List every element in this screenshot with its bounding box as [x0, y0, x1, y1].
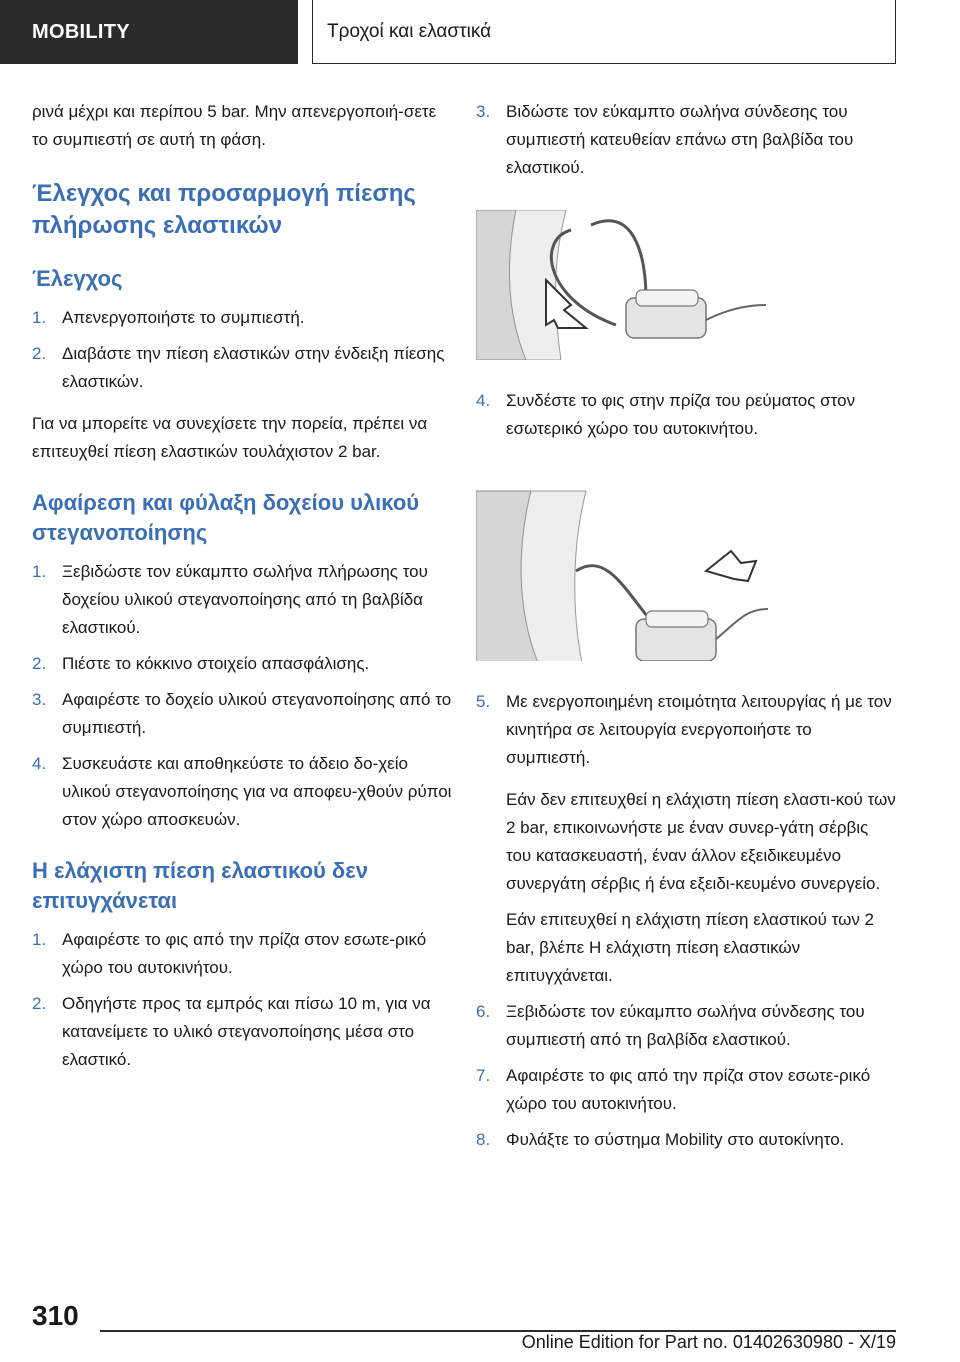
step-number: 1.: [32, 562, 47, 581]
list-item: [476, 1126, 896, 1154]
list-item: [32, 340, 452, 396]
check-steps: [32, 304, 452, 396]
check-note: Για να μπορείτε να συνεχίσετε την πορεία, πρέπει να επιτευχθεί πίεση ελαστικών τουλάχιστον 2 bar.: [32, 414, 428, 461]
procedure-steps-d: [476, 998, 896, 1154]
intro-paragraph: ρινά μέχρι και περίπου 5 bar. Μην απενεργοποιή-σετε το συμπιεστή σε αυτή τη φάση.: [32, 102, 437, 149]
list-item: [476, 998, 896, 1054]
step-text: Αφαιρέστε το φις από την πρίζα στον εσωτε-ρικό χώρο του αυτοκινήτου.: [506, 1066, 871, 1113]
step-text: Οδηγήστε προς τα εμπρός και πίσω 10 m, για να κατανείμετε το υλικό στεγανοποίησης μέσα στο ελαστικό.: [62, 994, 431, 1069]
list-item: [32, 750, 452, 834]
step-text: Ξεβιδώστε τον εύκαμπτο σωλήνα πλήρωσης του δοχείου υλικού στεγανοποίησης από τη βαλβίδα ελαστικού.: [62, 562, 428, 637]
step-number: 7.: [476, 1066, 491, 1085]
list-item: [32, 650, 452, 678]
step-number: 4.: [476, 391, 491, 410]
step-text: Συσκευάστε και αποθηκεύστε το άδειο δο-χείο υλικού στεγανοποίησης για να αποφευ-χθούν ρύποι στον χώρο αποσκευών.: [62, 754, 452, 829]
page-header: [0, 0, 960, 64]
min-pressure-steps: [32, 926, 452, 1074]
step-number: 1.: [32, 930, 47, 949]
list-item: [32, 926, 452, 982]
remove-steps: [32, 558, 452, 834]
step-number: 2.: [32, 344, 47, 363]
step-text: Αφαιρέστε το φις από την πρίζα στον εσωτε-ρικό χώρο του αυτοκινήτου.: [62, 930, 427, 977]
page-number: 310: [32, 1300, 79, 1331]
step-text: Αφαιρέστε το δοχείο υλικού στεγανοποίησης από το συμπιεστή.: [62, 690, 452, 737]
step-text: Συνδέστε το φις στην πρίζα του ρεύματος στον εσωτερικό χώρο του αυτοκινήτου.: [506, 391, 856, 438]
step-number: 3.: [32, 690, 47, 709]
step-text: Με ενεργοποιημένη ετοιμότητα λειτουργίας ή με τον κινητήρα σε λειτουργία ενεργοποιήστε το συμπιεστή.: [506, 692, 892, 767]
step-text: Ξεβιδώστε τον εύκαμπτο σωλήνα σύνδεσης του συμπιεστή από τη βαλβίδα ελαστικού.: [506, 1002, 865, 1049]
procedure-steps-c: [476, 688, 896, 772]
step-text: Βιδώστε τον εύκαμπτο σωλήνα σύνδεσης του συμπιεστή κατευθείαν επάνω στη βαλβίδα του ελαστικού.: [506, 102, 854, 177]
step-number: 1.: [32, 308, 47, 327]
step-number: 2.: [32, 654, 47, 673]
step-number: 3.: [476, 102, 491, 121]
list-item: [476, 387, 896, 443]
step-number: 6.: [476, 1002, 491, 1021]
step-text: Πιέστε το κόκκινο στοιχείο απασφάλισης.: [62, 654, 370, 673]
list-item: [32, 686, 452, 742]
step5-note-reached: Εάν επιτευχθεί η ελάχιστη πίεση ελαστικού των 2 bar, βλέπε Η ελάχιστη πίεση ελαστικών επιτυγχάνεται.: [506, 910, 875, 985]
section-label: MOBILITY: [0, 0, 298, 64]
step5-note-not-reached: Εάν δεν επιτευχθεί η ελάχιστη πίεση ελαστι-κού των 2 bar, επικοινωνήστε με έναν συνερ-γάτη σέρβις του κατασκευαστή, έναν άλλον εξειδικευμένο συνεργάτη σέρβις ή ένα εξειδι-κευμένο συνεργείο.: [506, 790, 896, 893]
left-column: [32, 98, 452, 1088]
chapter-title: Τροχοί και ελαστικά: [312, 0, 896, 64]
procedure-steps-a: [476, 98, 896, 182]
procedure-steps-b: [476, 387, 896, 443]
step-number: 4.: [32, 754, 47, 773]
step-number: 2.: [32, 994, 47, 1013]
edition-label: Online Edition for Part no. 01402630980 - X/19: [521, 1332, 896, 1352]
subheading-min-pressure-not-reached: Η ελάχιστη πίεση ελαστικού δεν επιτυγχάνεται: [32, 858, 368, 913]
compressor-valve-illustration: [476, 210, 776, 360]
subheading-remove-container: Αφαίρεση και φύλαξη δοχείου υλικού στεγανοποίησης: [32, 490, 420, 545]
right-column: [476, 98, 896, 1168]
list-item: [476, 688, 896, 772]
list-item: [32, 304, 452, 332]
list-item: [32, 990, 452, 1074]
step-text: Διαβάστε την πίεση ελαστικών στην ένδειξη πίεσης ελαστικών.: [62, 344, 445, 391]
list-item: [476, 98, 896, 182]
list-item: [476, 1062, 896, 1118]
compressor-plug-illustration: [476, 471, 776, 661]
step-number: 5.: [476, 692, 491, 711]
step-text: Απενεργοποιήστε το συμπιεστή.: [62, 308, 305, 327]
list-item: [32, 558, 452, 642]
step-number: 8.: [476, 1130, 491, 1149]
step-text: Φυλάξτε το σύστημα Mobility στο αυτοκίνητο.: [506, 1130, 845, 1149]
subheading-check: Έλεγχος: [32, 266, 123, 291]
heading-check-adjust-pressure: Έλεγχος και προσαρμογή πίεσης πλήρωσης ελαστικών: [32, 180, 416, 239]
